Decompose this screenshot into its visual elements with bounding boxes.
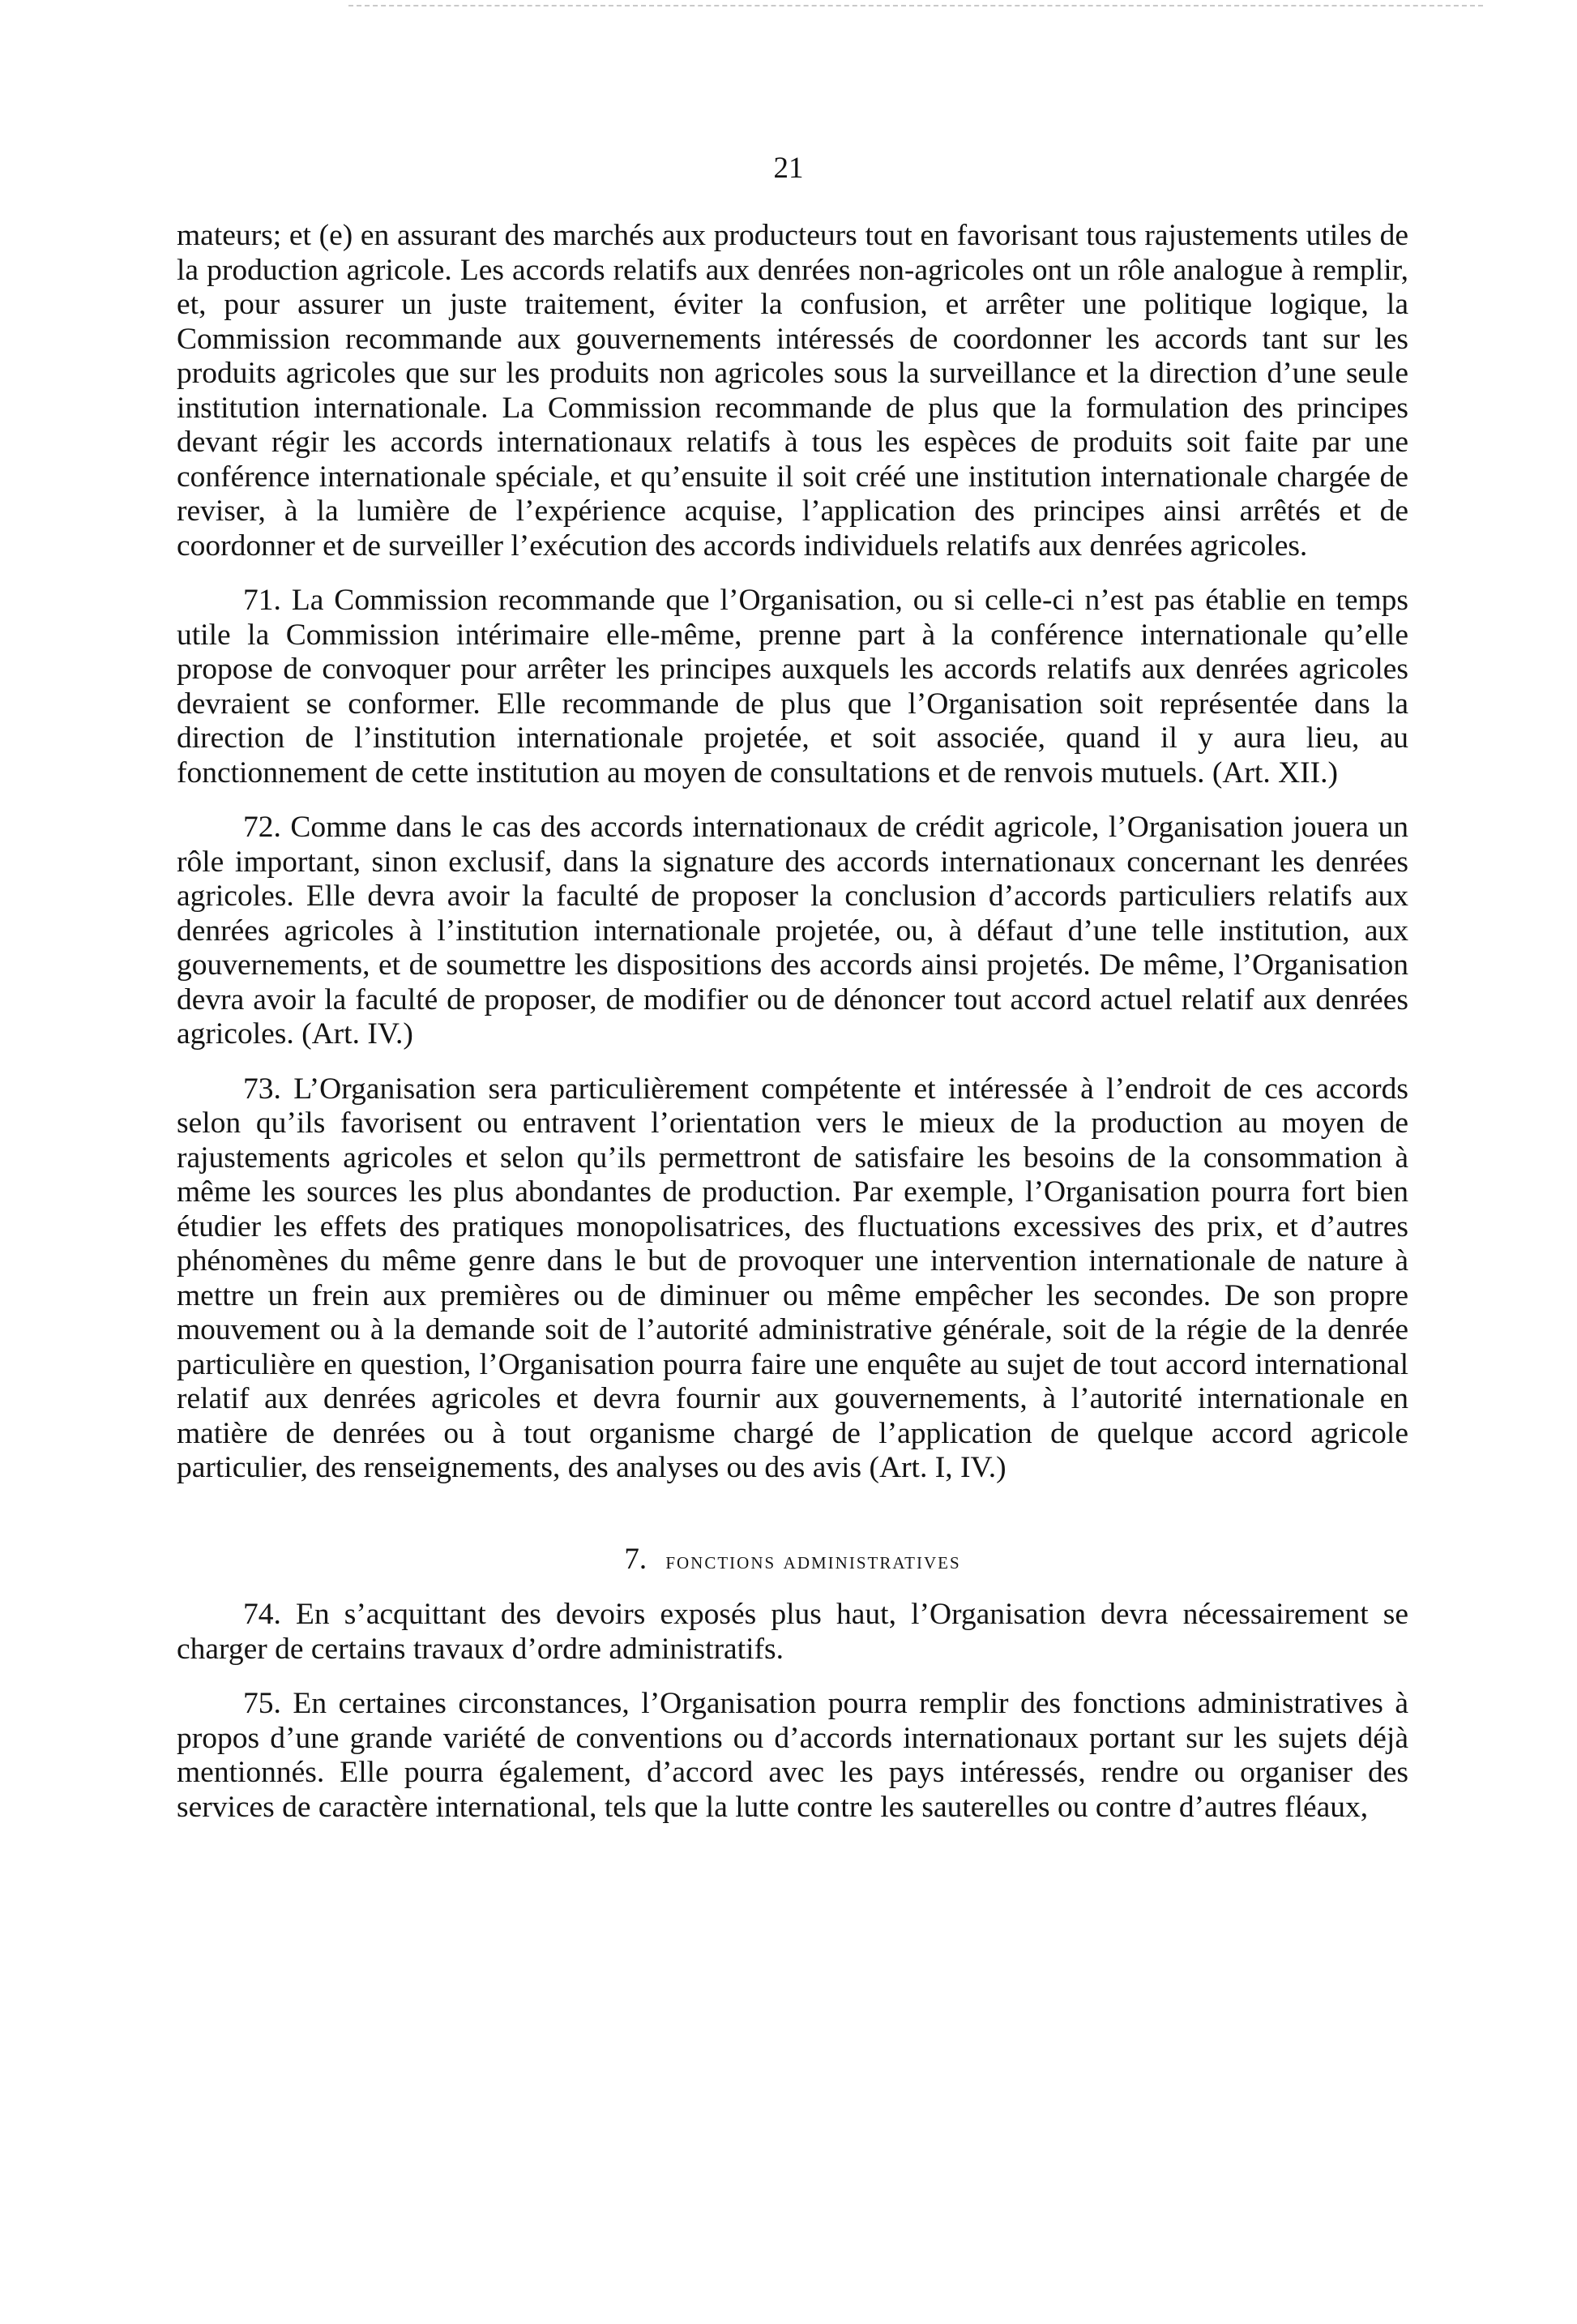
top-scan-rule [348, 5, 1483, 6]
paragraph-74: 74. En s’acquittant des devoirs exposés plus haut, l’Organisation devra nécessairement se charger de certains travaux d’ordre administratifs. [177, 1598, 1408, 1666]
section-title: fonctions administratives [665, 1547, 961, 1574]
section-number: 7. [624, 1542, 647, 1576]
paragraph-72: 72. Comme dans le cas des accords internationaux de crédit agricole, l’Organisation jouera un rôle important, sinon exclusif, dans la signature des accords internationaux concernant les denrées agricoles. Elle devra avoir la faculté de proposer la conclusion d’accords particuliers relatifs aux denrées agricoles à l’institution internationale projetée, ou, à défaut d’une telle institution, aux gouvernements, et de soumettre les dispositions des accords ainsi projetés. De même, l’Organisation devra avoir la faculté de proposer, de modifier ou de dénoncer tout accord actuel relatif aux denrées agricoles. (Art. IV.) [177, 811, 1408, 1051]
paragraph-75: 75. En certaines circonstances, l’Organisation pourra remplir des fonctions administratives à propos d’une grande variété de conventions ou d’accords internationaux portant sur les sujets déjà mentionnés. Elle pourra également, d’accord avec les pays intéressés, rendre ou organiser des services de caractère international, tels que la lutte contre les sauterelles ou contre d’autres fléaux, [177, 1687, 1408, 1824]
paragraph-71: 71. La Commission recommande que l’Organisation, ou si celle-ci n’est pas établie en temps utile la Commission intérimaire elle-même, prenne part à la conférence internationale qu’elle propose de convoquer pour arrêter les principes auxquels les accords relatifs aux denrées agricoles devraient se conformer. Elle recommande de plus que l’Organisation soit représentée dans la direction de l’institution internationale projetée, et soit associée, quand il y aura lieu, au fonctionnement de cette institution au moyen de consultations et de renvois mutuels. (Art. XII.) [177, 584, 1408, 790]
paragraph-73: 73. L’Organisation sera particulièrement compétente et intéressée à l’endroit de ces accords selon qu’ils favorisent ou entravent l’orientation vers le mieux de la production au moyen de rajustements agricoles et selon qu’ils permettront de satisfaire les besoins de la consommation à même les sources les plus abondantes de production. Par exemple, l’Organisation pourra fort bien étudier les effets des pratiques monopolisatrices, des fluctuations excessives des prix, et d’autres phénomènes du même genre dans le but de provoquer une intervention internationale de nature à mettre un frein aux premières ou de diminuer ou même empêcher les secondes. De son propre mouvement ou à la demande soit de l’autorité administrative générale, soit de la régie de la denrée particulière en question, l’Organisation pourra faire une enquête au sujet de tout accord international relatif aux denrées agricoles et devra fournir aux gouvernements, à l’autorité internationale en matière de denrées ou à tout organisme chargé de l’application de quelque accord agricole particulier, des renseignements, des analyses ou des avis (Art. I, IV.) [177, 1072, 1408, 1484]
page-body [177, 219, 1408, 1825]
section-heading [177, 1543, 1408, 1579]
page-number: 21 [773, 152, 804, 185]
paragraph-continued: mateurs; et (e) en assurant des marchés aux producteurs tout en favorisant tous rajustements utiles de la production agricole. Les accords relatifs aux denrées non-agricoles ont un rôle analogue à remplir, et, pour assurer un juste traitement, éviter la confusion, et arrêter une politique logique, la Commission recommande aux gouvernements intéressés de coordonner les accords tant sur les produits agricoles que sur les produits non agricoles sous la surveillance et la direction d’une seule institution internationale. La Commission recommande de plus que la formulation des principes devant régir les accords internationaux relatifs à tous les espèces de produits soit faite par une conférence internationale spéciale, et qu’ensuite il soit créé une institution internationale chargée de reviser, à la lumière de l’expérience acquise, l’application des principes ainsi arrêtés et de coordonner et de surveiller l’exécution des accords individuels relatifs aux denrées agricoles. [177, 219, 1408, 563]
